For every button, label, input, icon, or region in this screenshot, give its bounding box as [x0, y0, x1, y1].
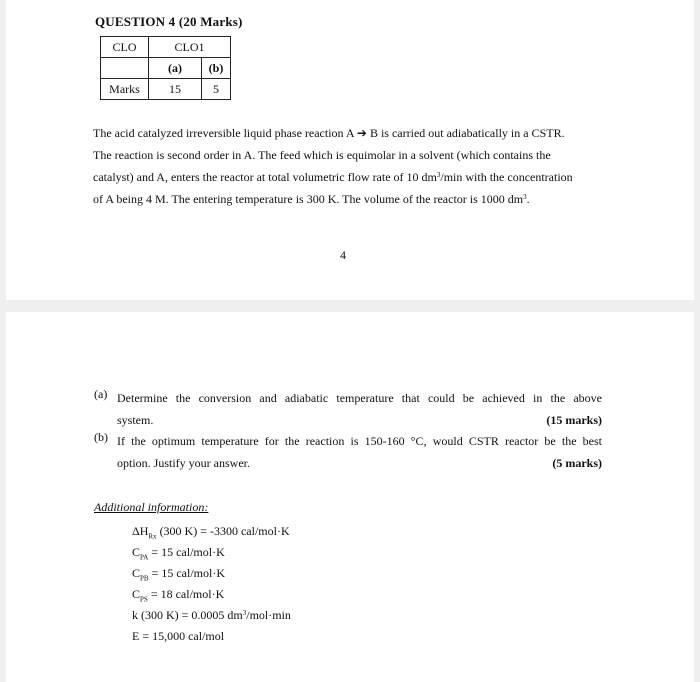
question-part-a	[94, 387, 602, 433]
superscript: 3	[436, 171, 441, 179]
clo-value-cell: CLO1	[149, 37, 231, 58]
heat-capacity-a	[132, 542, 291, 563]
clo-header-cell: CLO	[101, 37, 149, 58]
formula-text: k (300 K) = 0.0005 dm	[132, 608, 243, 622]
statement-text: /min with the concentration	[440, 170, 573, 184]
part-a-cell: (a)	[149, 58, 202, 79]
heat-capacity-s	[132, 584, 291, 605]
question-text: Determine the conversion and adiabatic temperature that could be achieved in the above	[117, 391, 602, 405]
part-label: (b)	[94, 430, 108, 444]
question-text: option. Justify your answer.	[117, 456, 250, 470]
marks-label: (15 marks)	[546, 413, 602, 427]
rate-constant	[132, 605, 291, 626]
formula-text: /mol·min	[246, 608, 291, 622]
statement-text: B is carried out adiabatically in a CSTR.	[366, 126, 565, 140]
formula-text: (300 K) = -3300 cal/mol·K	[156, 524, 290, 538]
statement-text: of A being 4 M. The entering temperature is 300 K. The volume of the reactor is 1000 dm	[93, 192, 524, 206]
formula-text: = 15 cal/mol·K	[148, 545, 225, 559]
empty-cell	[101, 58, 149, 79]
page-number: 4	[340, 248, 346, 262]
statement-line-4	[93, 188, 601, 210]
statement-line-1	[93, 122, 601, 144]
question-title: QUESTION 4 (20 Marks)	[95, 14, 243, 29]
formula-text: ΔH	[132, 524, 149, 538]
clo-marks-table	[100, 36, 231, 100]
statement-line-2: The reaction is second order in A. The feed which is equimolar in a solvent (which contains the	[93, 148, 551, 162]
formula-text: C	[132, 545, 141, 559]
activation-energy: E = 15,000 cal/mol	[132, 629, 225, 643]
subscript: PA	[140, 553, 149, 562]
formula-text: = 15 cal/mol·K	[148, 566, 225, 580]
document-page-1	[6, 0, 694, 300]
marks-label-cell: Marks	[101, 79, 149, 100]
formula-text: C	[132, 587, 141, 601]
subscript: PB	[140, 574, 149, 583]
formula-text: C	[132, 566, 141, 580]
marks-label: (5 marks)	[552, 456, 602, 470]
heat-of-reaction	[132, 521, 291, 542]
marks-b-cell: 5	[202, 79, 231, 100]
statement-line-3	[93, 166, 601, 188]
statement-text: .	[526, 192, 530, 206]
superscript: 3	[523, 193, 527, 201]
part-b-cell: (b)	[202, 58, 231, 79]
marks-a-cell: 15	[149, 79, 202, 100]
subscript: Rx	[148, 532, 157, 541]
question-text: If the optimum temperature for the reaction is 150-160 °C, would CSTR reactor be the best	[117, 434, 602, 448]
question-part-b	[94, 430, 602, 476]
heat-capacity-b	[132, 563, 291, 584]
document-page-2	[6, 312, 694, 682]
arrow-icon: ➔	[356, 126, 367, 140]
subscript: PS	[140, 595, 148, 604]
part-label: (a)	[94, 387, 108, 401]
additional-info-heading: Additional information:	[94, 500, 209, 514]
formula-text: = 18 cal/mol·K	[147, 587, 225, 601]
superscript: 3	[242, 609, 247, 617]
statement-text: The acid catalyzed irreversible liquid phase reaction A	[93, 126, 354, 140]
additional-info-list	[132, 521, 291, 647]
question-text: system.	[117, 413, 154, 427]
statement-text: catalyst) and A, enters the reactor at total volumetric flow rate of 10 dm	[93, 170, 437, 184]
problem-statement	[93, 122, 601, 210]
